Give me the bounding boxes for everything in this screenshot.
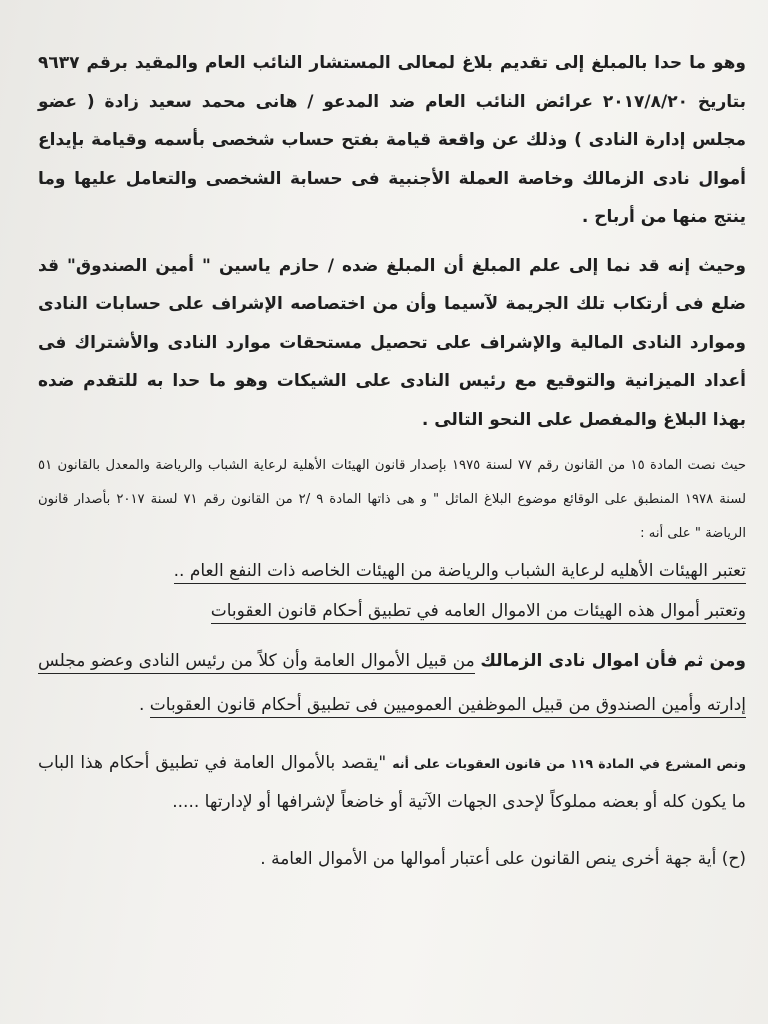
paragraph-clause-h: (ح) أية جهة أخرى ينص القانون على أعتبار أموالها من الأموال العامة . [260,849,746,869]
quoted-law-line-1 [38,551,746,591]
document-body [38,44,746,896]
paragraph-law-citation: حيث نصت المادة ١٥ من القانون رقم ٧٧ لسنة ١٩٧٥ بإصدار قانون الهيئات الأهلية لرعاية الشباب والرياضة والمعدل بالقانون ٥١ لسنة ١٩٧٨ المنطبق على الوقائع موضوع البلاغ الماثل " و هى ذاتها المادة ٩ /٢ من القانون رقم ٧١ لسنة ٢٠١٧ بأصدار قانون الرياضة " على أنه : [38,458,747,541]
quoted-law-text-1: تعتبر الهيئات الأهليه لرعاية الشباب والرياضة من الهيئات الخاصه ذات النفع العام .. [174,561,746,584]
quoted-law-line-2 [38,591,746,631]
paragraph-complaint-filing: وهو ما حدا بالمبلغ إلى تقديم بلاغ لمعالى المستشار النائب العام والمقيد برقم ٩٦٣٧ بتاريخ ٢٠١٧/٨/٢٠ عرائض النائب العام ضد المدعو / هانى محمد سعيد زادة ( عضو مجلس إدارة النادى ) وذلك عن واقعة قيامة بفتح حساب شخصى بأسمه وقيامة بإيداع أموال نادى الزمالك وخاصة العملة الأجنبية فى حسابة الشخصى والتعامل عليها وما ينتج منها من أرباح . [38,53,746,227]
article-119-lead: ونص المشرع في المادة ١١٩ من قانون العقوبات على أنه [392,756,746,771]
paragraph-public-funds-conclusion [38,639,746,727]
paragraph-end-mark: . [138,695,150,715]
zamalek-funds-phrase: ومن ثم فأن اموال نادى الزمالك [480,651,746,671]
paragraph-article-119 [38,744,746,822]
article-119-text: "يقصد بالأموال العامة في تطبيق أحكام هذا الباب ما يكون كله أو بعضه مملوكاً لإحدى الجهات الآتية أو خاضعاً لإشرافها أو لإدارتها ..... [38,753,746,812]
public-employees-phrase: من قبيل الأموال العامة وأن كلاً من رئيس النادى وعضو مجلس إدارته وأمين الصندوق من قبيل الموظفين العموميين فى تطبيق أحكام قانون العقوبات [38,651,746,718]
quoted-law-text-2: وتعتبر أموال هذه الهيئات من الاموال العامه في تطبيق أحكام قانون العقوبات [211,601,746,624]
paragraph-accused-treasurer: وحيث إنه قد نما إلى علم المبلغ أن المبلغ ضده / حازم ياسين " أمين الصندوق" قد ضلع فى أرتكاب تلك الجريمة لآسيما وأن من اختصاصه الإشراف على حسابات النادى وموارد النادى المالية والإشراف على تحصيل مستحقات موارد النادى والأشتراك فى أعداد الميزانية والتوقيع مع رئيس النادى على الشيكات وهو ما حدا به للتقدم ضده بهذا البلاغ والمفصل على النحو التالى . [38,255,746,430]
